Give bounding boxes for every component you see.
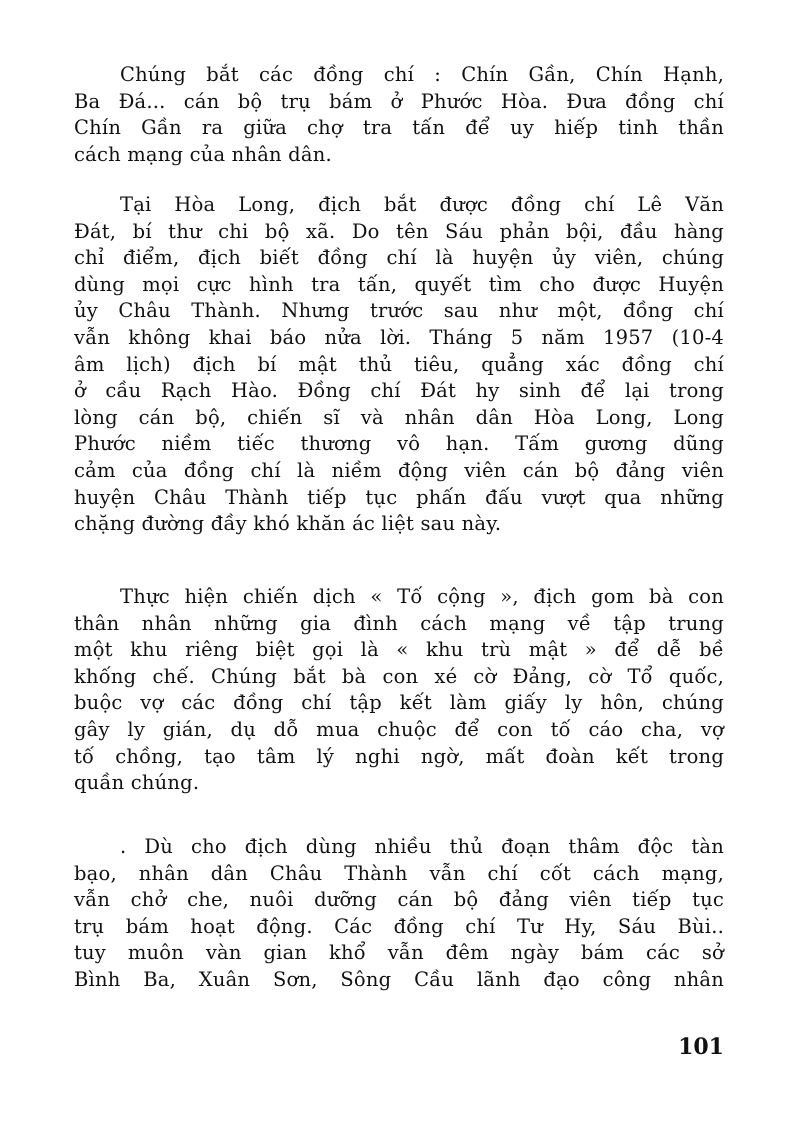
text-line: Ba Đá... cán bộ trụ bám ở Phước Hòa. Đưa đồng chí: [74, 89, 724, 113]
text-line: Chín Gần ra giữa chợ tra tấn để uy hiếp tinh thần: [74, 116, 724, 140]
text-line: gây ly gián, dụ dỗ mua chuộc để con tố cáo cha, vợ: [74, 717, 724, 741]
paragraph-3: [74, 584, 724, 797]
text-line: chặng đường đầy khó khăn ác liệt sau này.: [74, 512, 502, 536]
text-line: vẫn chở che, nuôi dưỡng cán bộ đảng viên tiếp tục: [74, 888, 724, 912]
text-line: quần chúng.: [74, 771, 200, 795]
text-line: cách mạng của nhân dân.: [74, 142, 332, 166]
text-line: Tại Hòa Long, địch bắt được đồng chí Lê Văn: [120, 193, 724, 216]
text-line: Đát, bí thư chi bộ xã. Do tên Sáu phản bội, đầu hàng: [74, 219, 724, 243]
text-line: bạo, nhân dân Châu Thành vẫn chí cốt cách mạng,: [74, 861, 724, 885]
text-line: tuy muôn vàn gian khổ vẫn đêm ngày bám các sở: [74, 941, 724, 965]
text-line: âm lịch) địch bí mật thủ tiêu, quẳng xác đồng chí: [74, 352, 724, 376]
text-line: thân nhân những gia đình cách mạng về tập trung: [74, 611, 724, 635]
text-line: buộc vợ các đồng chí tập kết làm giấy ly hôn, chúng: [74, 691, 724, 715]
text-line: Phước niềm tiếc thương vô hạn. Tấm gương dũng: [74, 432, 724, 456]
text-line: tố chồng, tạo tâm lý nghi ngờ, mất đoàn kết trong: [74, 744, 724, 768]
text-line: ở cầu Rạch Hào. Đồng chí Đát hy sinh để lại trong: [74, 379, 724, 403]
paragraph-1: [74, 62, 724, 168]
text-line: . Dù cho địch dùng nhiều thủ đoạn thâm độc tàn: [120, 835, 724, 858]
text-line: ủy Châu Thành. Nhưng trước sau như một, đồng chí: [74, 299, 724, 323]
text-line: chỉ điểm, địch biết đồng chí là huyện ủy viên, chúng: [74, 246, 724, 270]
text-line: Chúng bắt các đồng chí : Chín Gần, Chín Hạnh,: [120, 63, 724, 86]
paragraph-2: [74, 192, 724, 538]
paragraph-4: [74, 834, 724, 994]
text-line: lòng cán bộ, chiến sĩ và nhân dân Hòa Long, Long: [74, 405, 724, 429]
text-line: một khu riêng biệt gọi là « khu trù mật » để dễ bề: [74, 638, 724, 662]
text-line: dùng mọi cực hình tra tấn, quyết tìm cho được Huyện: [74, 272, 724, 296]
text-line: trụ bám hoạt động. Các đồng chí Tư Hy, Sáu Bùi..: [74, 914, 724, 938]
page-number: 101: [678, 1034, 724, 1060]
text-line: khống chế. Chúng bắt bà con xé cờ Đảng, cờ Tổ quốc,: [74, 664, 724, 688]
text-line: huyện Châu Thành tiếp tục phấn đấu vượt qua những: [74, 485, 724, 509]
text-line: Bình Ba, Xuân Sơn, Sông Cầu lãnh đạo công nhân: [74, 967, 724, 991]
text-line: cảm của đồng chí là niềm động viên cán bộ đảng viên: [74, 458, 724, 482]
text-line: vẫn không khai báo nửa lời. Tháng 5 năm 1957 (10-4: [74, 325, 724, 349]
text-line: Thực hiện chiến dịch « Tố cộng », địch gom bà con: [120, 585, 724, 608]
